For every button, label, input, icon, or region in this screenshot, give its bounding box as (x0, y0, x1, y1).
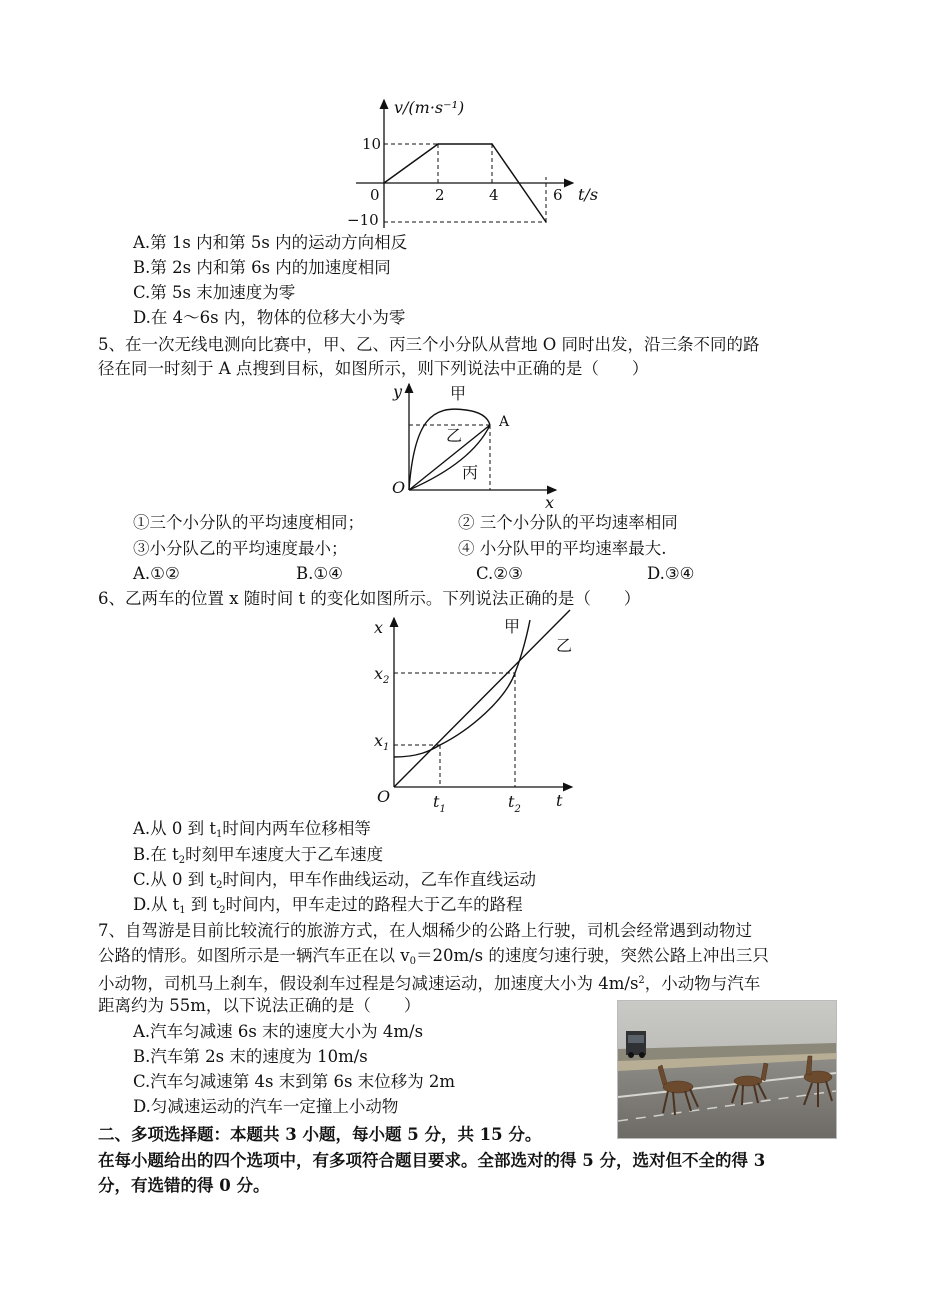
q4-y-label: v/(m·s⁻¹) (394, 98, 465, 117)
q5-point-a-label: A (499, 414, 510, 430)
q4-option-d: D.在 4～6s 内，物体的位移大小为零 (133, 308, 406, 327)
q4-ytick-neg10: −10 (347, 211, 379, 229)
q6-line-yi (394, 610, 573, 787)
section2-rules-line2: 分，有选错的得 0 分。 (98, 1176, 270, 1195)
q6-label-jia: 甲 (504, 617, 521, 636)
q4-option-a: A.第 1s 内和第 5s 内的运动方向相反 (133, 233, 408, 252)
q6-x1-label: $x_1$ (374, 731, 390, 753)
q4-option-c: C.第 5s 末加速度为零 (133, 283, 296, 302)
q5-choice-c: C.②③ (476, 564, 523, 583)
q7-stem-line1: 7、自驾游是目前比较流行的旅游方式，在人烟稀少的公路上行驶，司机会经常遇到动物过 (98, 921, 752, 940)
q6-option-d: D.从 $t_1$ 到 $t_2$时间内，甲车走过的路程大于乙车的路程 (133, 895, 523, 916)
q4-x-label: t/s (578, 185, 599, 204)
q6-option-c: C.从 0 到 $t_2$时间内，甲车作曲线运动，乙车作直线运动 (133, 870, 537, 891)
q7-option-c: C.汽车匀减速第 4s 末到第 6s 末位移为 2m (133, 1072, 456, 1091)
q4-origin-label: 0 (370, 186, 380, 204)
section2-heading: 二、多项选择题：本题共 3 小题，每小题 5 分，共 15 分。 (98, 1125, 542, 1144)
q7-road-photo (617, 1000, 837, 1139)
q5-label-jia: 甲 (450, 384, 467, 403)
q7-stem-line4: 距离约为 55m，以下说法正确的是（ ） (98, 996, 421, 1015)
q4-xtick-4: 4 (489, 186, 499, 204)
section2-rules-line1: 在每小题给出的四个选项中，有多项符合题目要求。全部选对的得 5 分，选对但不全的得 3 (98, 1151, 766, 1170)
q7-option-a: A.汽车匀减速 6s 末的速度大小为 4m/s (133, 1022, 424, 1041)
q6-curve-jia (394, 620, 530, 757)
q5-statement-1: ①三个小分队的平均速度相同； (133, 513, 364, 532)
q6-stem: 6、乙两车的位置 x 随时间 t 的变化如图所示。下列说法正确的是（ ） (98, 589, 641, 608)
q4-ytick-10: 10 (362, 135, 382, 153)
q5-label-yi: 乙 (446, 426, 463, 445)
q6-label-yi: 乙 (556, 636, 573, 655)
q7-option-b: B.汽车第 2s 末的速度为 10m/s (133, 1047, 368, 1066)
q4-xtick-2: 2 (435, 186, 445, 204)
q6-t2-label: $t_2$ (508, 792, 521, 815)
q5-choice-d: D.③④ (647, 564, 695, 583)
q7-option-d: D.匀减速运动的汽车一定撞上小动物 (133, 1097, 399, 1116)
q6-x-label: x (374, 618, 384, 637)
q6-t1-label: $t_1$ (433, 792, 446, 815)
q6-t-label: t (556, 791, 563, 810)
q4-xtick-6: 6 (553, 186, 563, 204)
q5-label-bing: 丙 (462, 463, 479, 482)
q6-origin-label: O (377, 787, 391, 806)
q4-option-b: B.第 2s 内和第 6s 内的加速度相同 (133, 258, 391, 277)
q5-statement-2: ② 三个小分队的平均速率相同 (458, 513, 678, 532)
q6-x2-label: $x_2$ (374, 664, 390, 686)
q5-statement-4: ④ 小分队甲的平均速率最大. (458, 539, 667, 558)
q7-stem-line2: 公路的情形。如图所示是一辆汽车正在以 $v_0=20m/s$ 的速度匀速行驶，突然公路上冲出三只 (98, 946, 769, 967)
q5-stem-line2: 径在同一时刻于 A 点搜到目标，如图所示，则下列说法中正确的是（ ） (98, 359, 649, 378)
q6-option-b: B.在 $t_2$时刻甲车速度大于乙车速度 (133, 845, 384, 866)
q6-option-a: A.从 0 到 $t_1$时间内两车位移相等 (133, 819, 371, 840)
q7-stem-line3: 小动物，司机马上刹车，假设刹车过程是匀减速运动，加速度大小为 $4m/s^2$，小动物与汽车 (98, 974, 761, 993)
q5-origin-label: O (392, 478, 406, 497)
q5-statement-3: ③小分队乙的平均速度最小； (133, 539, 348, 558)
q5-stem-line1: 5、在一次无线电测向比赛中，甲、乙、丙三个小分队从营地 O 同时出发，沿三条不同的路 (98, 335, 760, 354)
q5-y-label: y (393, 382, 403, 401)
q5-choice-b: B.①④ (296, 564, 343, 583)
q5-choice-a: A.①② (133, 564, 180, 583)
q5-x-label: x (545, 493, 555, 512)
